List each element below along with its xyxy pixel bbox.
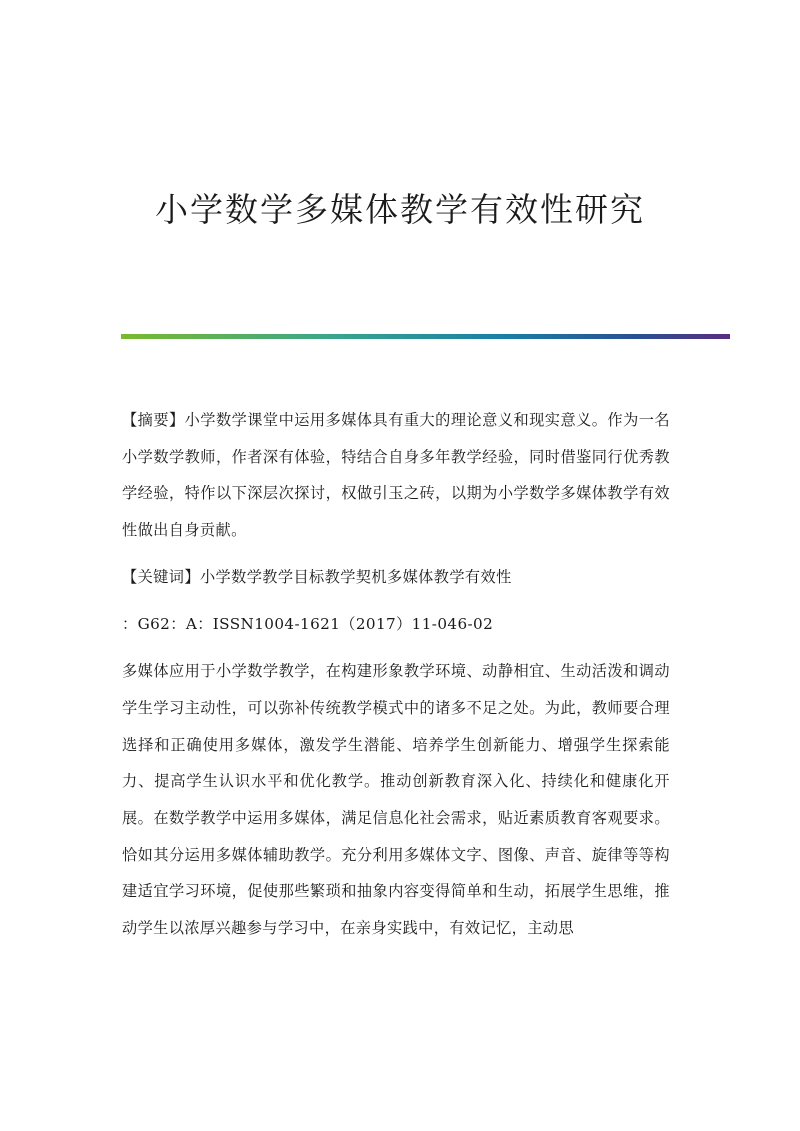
paper-body [122, 402, 670, 947]
title-divider [121, 334, 730, 339]
abstract-label: 【摘要】 [122, 411, 185, 429]
keywords-label: 【关键词】 [122, 567, 200, 586]
abstract-text: 小学数学课堂中运用多媒体具有重大的理论意义和现实意义。作为一名小学数学教师，作者深有体验，特结合自身多年教学经验，同时借鉴同行优秀教学经验，特作以下深层次探讨，权做引玉之砖，以期为小学数学多媒体教学有效性做出自身贡献。 [122, 411, 670, 540]
keywords-text: 小学数学教学目标教学契机多媒体教学有效性 [199, 567, 512, 586]
keywords-paragraph [122, 559, 670, 596]
abstract-paragraph [122, 402, 670, 549]
classification-line: ：G62：A：ISSN1004-1621（2017）11-046-02 [122, 614, 494, 633]
body-paragraph: 多媒体应用于小学数学教学，在构建形象教学环境、动静相宜、生动活泼和调动学生学习主动性，可以弥补传统教学模式中的诸多不足之处。为此，教师要合理选择和正确使用多媒体，激发学生潜能、培养学生创新能力、增强学生探索能力、提高学生认识水平和优化教学。推动创新教育深入化、持续化和健康化开展。在数学教学中运用多媒体，满足信息化社会需求，贴近素质教育客观要求。恰如其分运用多媒体辅助教学。充分利用多媒体文字、图像、声音、旋律等等构建适宜学习环境，促使那些繁琐和抽象内容变得简单和生动，拓展学生思维，推动学生以浓厚兴趣参与学习中，在亲身实践中，有效记忆，主动思 [122, 662, 670, 938]
paper-title: 小学数学多媒体教学有效性研究 [155, 190, 645, 229]
